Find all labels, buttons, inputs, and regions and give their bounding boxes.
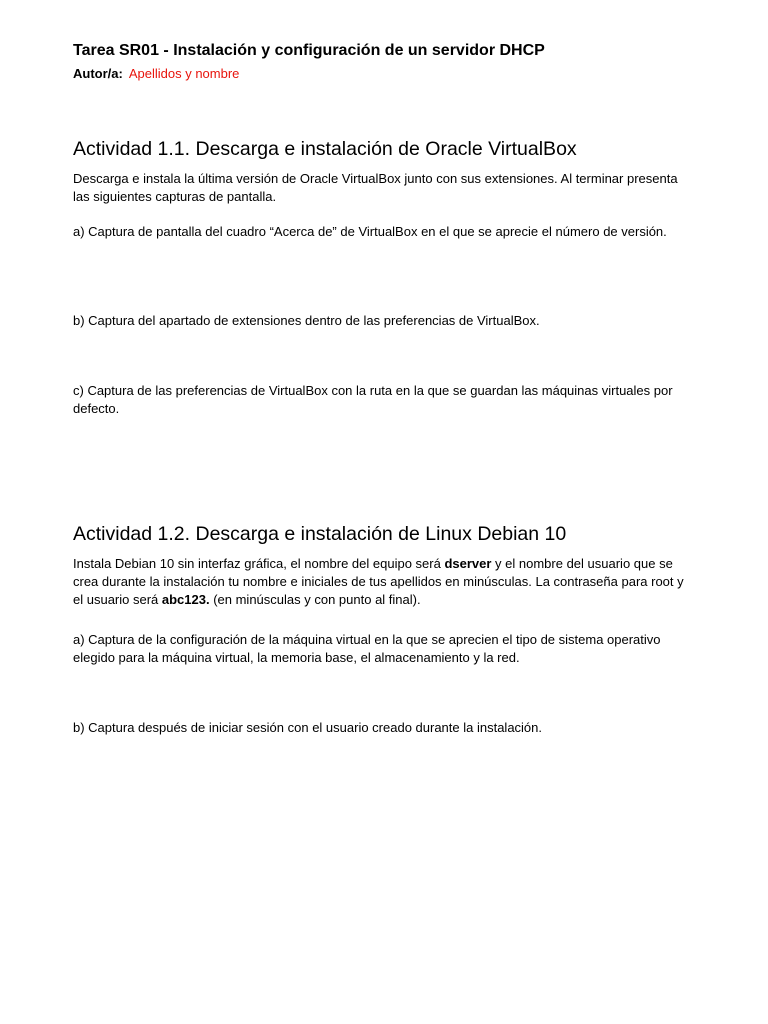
activity-2-item-b: b) Captura después de iniciar sesión con el usuario creado durante la instalación.: [73, 720, 543, 735]
activity-2-intro-part1: Instala Debian 10 sin interfaz gráfica, el nombre del equipo será: [73, 556, 445, 571]
password-value: abc123.: [161, 592, 210, 607]
activity-1-item-b: b) Captura del apartado de extensiones dentro de las preferencias de VirtualBox.: [73, 313, 540, 328]
activity-2-item-a: a) Captura de la configuración de la máquina virtual en la que se aprecien el tipo de sistema operativo elegido para la máquina virtual, la memoria base, el almacenamiento y la red.: [73, 632, 661, 665]
activity-2-heading: Actividad 1.2. Descarga e instalación de Linux Debian 10: [73, 523, 567, 545]
author-value: Apellidos y nombre: [128, 66, 240, 81]
author-line: [73, 66, 239, 81]
author-label: Autor/a:: [73, 66, 123, 81]
activity-1-item-a: a) Captura de pantalla del cuadro “Acerca de” de VirtualBox en el que se aprecie el número de versión.: [73, 224, 667, 239]
activity-2-intro: [73, 555, 693, 609]
activity-1-item-c: c) Captura de las preferencias de VirtualBox con la ruta en la que se guardan las máquinas virtuales por defecto.: [73, 383, 673, 416]
activity-2-intro-part2: y el nombre del usuario que se crea durante la instalación tu nombre e iniciales de tus apellidos en minúsculas. La contraseña para root y el usuario será: [73, 556, 684, 607]
hostname-value: dserver: [444, 556, 492, 571]
activity-2-intro-part3: (en minúsculas y con punto al final).: [209, 592, 421, 607]
document-title: Tarea SR01 - Instalación y configuración de un servidor DHCP: [73, 42, 545, 59]
activity-1-intro: Descarga e instala la última versión de Oracle VirtualBox junto con sus extensiones. Al terminar presenta las siguientes capturas de pantalla.: [73, 171, 678, 204]
activity-1-heading: Actividad 1.1. Descarga e instalación de Oracle VirtualBox: [73, 138, 577, 160]
